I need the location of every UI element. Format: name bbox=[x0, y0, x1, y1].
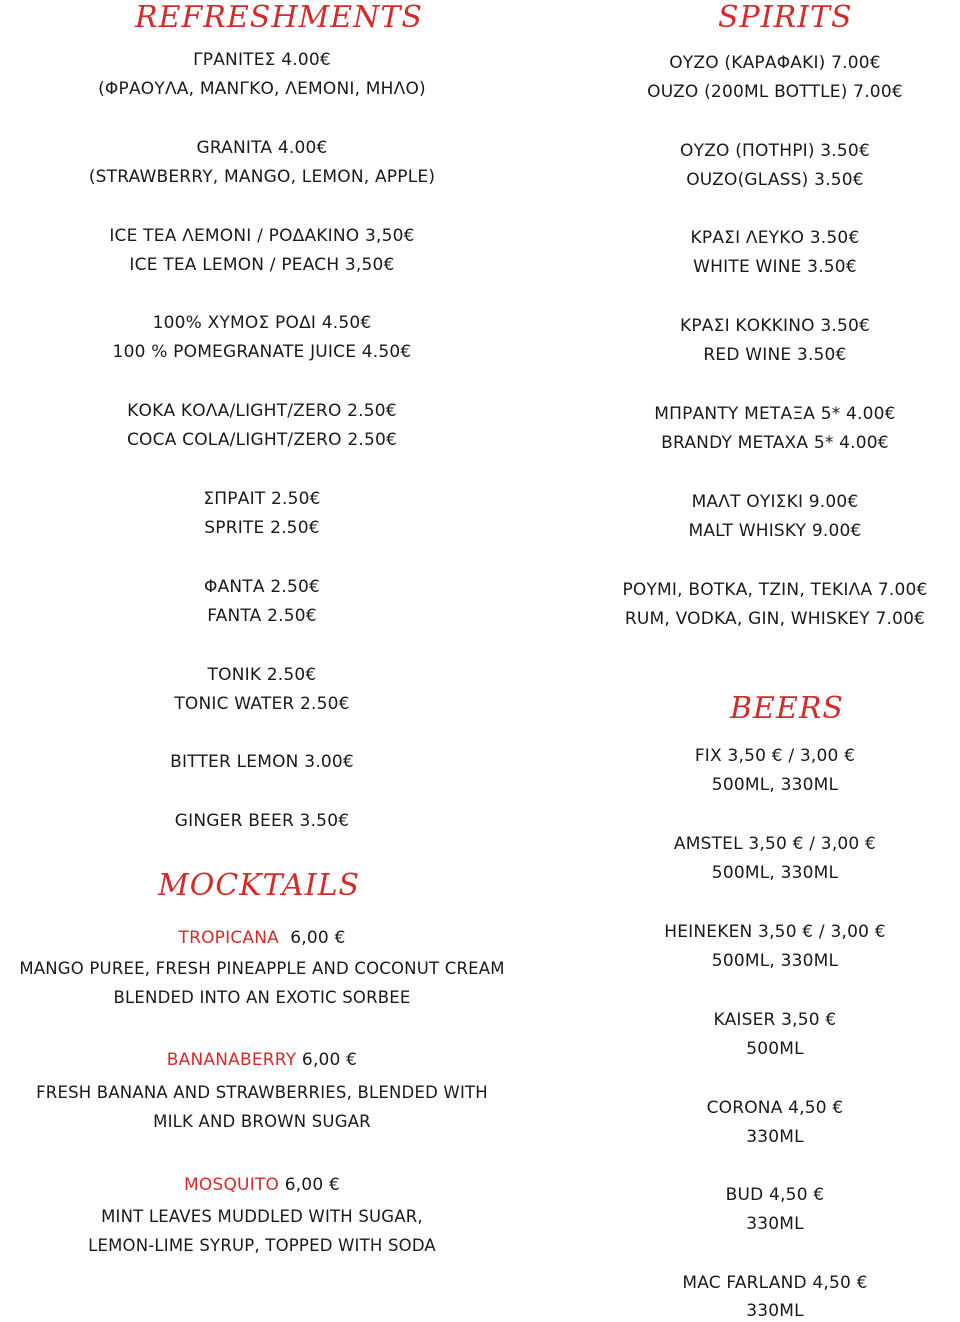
beers-line: 330ML bbox=[746, 1301, 804, 1321]
spirits-line: ΜΑΛΤ ΟΥΙΣΚΙ 9.00€ bbox=[691, 492, 859, 512]
refreshments-line: 100% ΧΥΜΟΣ ΡΟΔΙ 4.50€ bbox=[152, 313, 372, 333]
beers-line: MAC FARLAND 4,50 € bbox=[682, 1273, 868, 1293]
refreshments-line: BITTER LEMON 3.00€ bbox=[170, 752, 354, 772]
mocktail-price: 6,00 € bbox=[290, 928, 346, 948]
beers-line: BUD 4,50 € bbox=[725, 1185, 825, 1205]
refreshments-line: 100 % POMEGRANATE JUICE 4.50€ bbox=[112, 342, 412, 362]
refreshments-line: ΦΑΝΤΑ 2.50€ bbox=[203, 577, 320, 597]
beers-line: 500ML bbox=[746, 1039, 804, 1059]
spirits-line: OUZO (200ML BOTTLE) 7.00€ bbox=[647, 82, 903, 102]
mocktail-desc: MILK AND BROWN SUGAR bbox=[153, 1112, 371, 1131]
beers-line: 500ML, 330ML bbox=[711, 863, 839, 883]
mocktail-price: 6,00 € bbox=[284, 1175, 340, 1195]
spirits-line: ΜΠΡΑΝΤΥ ΜΕΤΑΞΑ 5* 4.00€ bbox=[654, 404, 896, 424]
beers-line: AMSTEL 3,50 € / 3,00 € bbox=[673, 834, 877, 854]
refreshments-line: ΤΟΝΙΚ 2.50€ bbox=[207, 665, 317, 685]
mocktail-title bbox=[0, 1174, 524, 1196]
refreshments-line: (ΦΡΑΟΥΛΑ, ΜΑΝΓΚΟ, ΛΕΜΟΝΙ, ΜΗΛΟ) bbox=[98, 79, 426, 99]
beers-heading: BEERS bbox=[730, 691, 844, 726]
refreshments-line: ICE TEA LEMON / PEACH 3,50€ bbox=[129, 255, 395, 275]
spirits-line: ΚΡΑΣΙ ΛΕΥΚΟ 3.50€ bbox=[690, 228, 860, 248]
refreshments-line: ICE TEA ΛΕΜΟΝΙ / ΡΟΔΑΚΙΝΟ 3,50€ bbox=[109, 226, 415, 246]
beers-line: KAISER 3,50 € bbox=[713, 1010, 837, 1030]
mocktail-name: BANANABERRY bbox=[166, 1050, 297, 1070]
spirits-line: ΟΥΖΟ (ΚΑΡΑΦΑΚΙ) 7.00€ bbox=[669, 53, 881, 73]
mocktail-price: 6,00 € bbox=[301, 1050, 358, 1070]
refreshments-line: GINGER BEER 3.50€ bbox=[174, 811, 350, 831]
spirits-line: WHITE WINE 3.50€ bbox=[693, 257, 857, 277]
refreshments-line: (STRAWBERRY, MANGO, LEMON, APPLE) bbox=[88, 167, 436, 187]
mocktail-title bbox=[0, 927, 524, 949]
right-column bbox=[590, 0, 960, 1322]
mocktail-title bbox=[0, 1049, 524, 1071]
mocktail-desc: MANGO PUREE, FRESH PINEAPPLE AND COCONUT CREAM bbox=[19, 959, 505, 978]
mocktail-desc: BLENDED INTO AN EXOTIC SORBEE bbox=[113, 988, 411, 1007]
mocktail-desc: MINT LEAVES MUDDLED WITH SUGAR, bbox=[101, 1207, 423, 1226]
spirits-line: BRANDY METAXA 5* 4.00€ bbox=[661, 433, 889, 453]
mocktails-heading: MOCKTAILS bbox=[158, 868, 361, 903]
spirits-line: RED WINE 3.50€ bbox=[703, 345, 847, 365]
beers-line: 500ML, 330ML bbox=[711, 951, 839, 971]
spirits-line: ΡΟΥΜΙ, ΒΟΤΚΑ, ΤΖΙΝ, ΤΕΚΙΛΑ 7.00€ bbox=[622, 580, 928, 600]
mocktail-name: MOSQUITO bbox=[184, 1175, 280, 1195]
beers-line: HEINEKEN 3,50 € / 3,00 € bbox=[664, 922, 886, 942]
beers-line: 500ML, 330ML bbox=[711, 775, 839, 795]
refreshments-line: COCA COLA/LIGHT/ZERO 2.50€ bbox=[126, 430, 398, 450]
refreshments-heading: REFRESHMENTS bbox=[135, 0, 423, 35]
refreshments-line: FANTA 2.50€ bbox=[207, 606, 317, 626]
refreshments-line: ΣΠΡΑΙΤ 2.50€ bbox=[203, 489, 321, 509]
mocktail-desc: FRESH BANANA AND STRAWBERRIES, BLENDED WITH bbox=[36, 1083, 488, 1102]
beers-line: FIX 3,50 € / 3,00 € bbox=[694, 746, 856, 766]
spirits-line: MALT WHISKY 9.00€ bbox=[688, 521, 862, 541]
beers-line: CORONA 4,50 € bbox=[706, 1098, 844, 1118]
refreshments-line: TONIC WATER 2.50€ bbox=[174, 694, 350, 714]
mocktail-name: TROPICANA bbox=[178, 928, 279, 948]
spirits-line: OUZO(GLASS) 3.50€ bbox=[686, 170, 864, 190]
refreshments-line: GRANITA 4.00€ bbox=[196, 138, 328, 158]
refreshments-line: SPRITE 2.50€ bbox=[204, 518, 320, 538]
refreshments-line: ΓΡΑΝΙΤΕΣ 4.00€ bbox=[193, 50, 331, 70]
mocktail-desc: LEMON-LIME SYRUP, TOPPED WITH SODA bbox=[88, 1236, 436, 1255]
beers-line: 330ML bbox=[746, 1214, 804, 1234]
refreshments-line: ΚΟΚΑ ΚΟΛΑ/LIGHT/ZERO 2.50€ bbox=[127, 401, 397, 421]
spirits-line: ΟΥΖΟ (ΠΟΤΗΡΙ) 3.50€ bbox=[680, 141, 870, 161]
beers-line: 330ML bbox=[746, 1127, 804, 1147]
spirits-line: RUM, VODKA, GIN, WHISKEY 7.00€ bbox=[624, 609, 926, 629]
spirits-line: ΚΡΑΣΙ ΚΟΚΚΙΝΟ 3.50€ bbox=[680, 316, 870, 336]
spirits-heading: SPIRITS bbox=[718, 0, 853, 35]
